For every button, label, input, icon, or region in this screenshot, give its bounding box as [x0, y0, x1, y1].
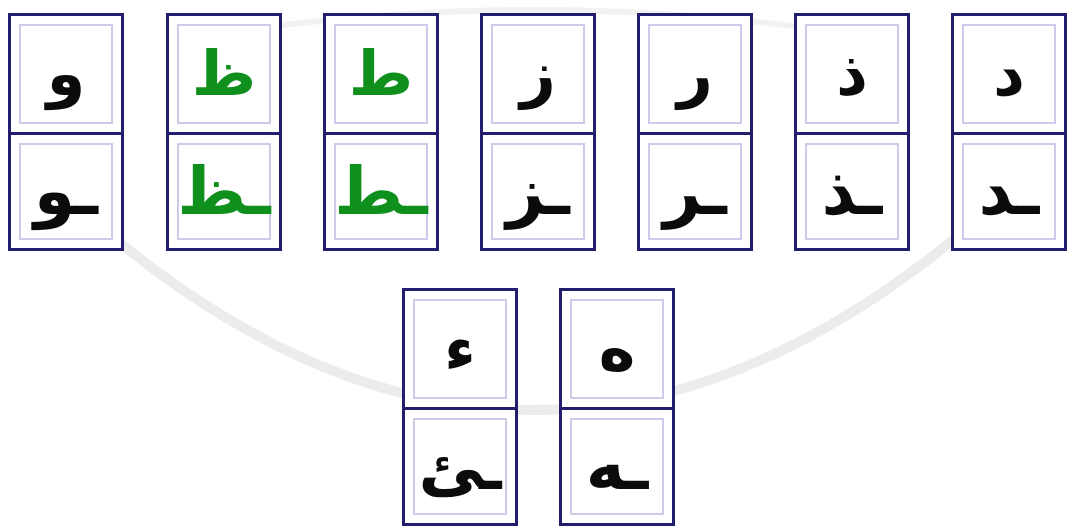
letter-final: ـو — [34, 152, 98, 230]
isolated-form-cell — [562, 291, 672, 407]
isolated-form-cell — [11, 16, 121, 132]
final-form-cell — [640, 132, 750, 248]
letter-final: ـر — [663, 152, 727, 230]
final-form-cell — [169, 132, 279, 248]
letter-isolated: ز — [520, 37, 556, 110]
letter-card-zah — [166, 13, 282, 251]
letter-card-thal — [794, 13, 910, 251]
isolated-form-cell — [640, 16, 750, 132]
final-form-cell — [483, 132, 593, 248]
letter-final: ـئ — [418, 427, 502, 505]
final-form-cell — [405, 407, 515, 523]
isolated-form-cell — [954, 16, 1064, 132]
final-form-cell — [954, 132, 1064, 248]
letter-card-zain — [480, 13, 596, 251]
isolated-form-cell — [169, 16, 279, 132]
letter-final: ـز — [506, 152, 570, 230]
letter-card-dal — [951, 13, 1067, 251]
letter-final: ـد — [978, 152, 1040, 230]
isolated-form-cell — [483, 16, 593, 132]
letter-isolated: د — [993, 37, 1025, 110]
isolated-form-cell — [797, 16, 907, 132]
letter-isolated: و — [46, 37, 86, 110]
letter-final: ـه — [585, 427, 649, 505]
final-form-cell — [11, 132, 121, 248]
letter-card-hamza — [402, 288, 518, 526]
letter-final: ـذ — [821, 152, 883, 230]
letter-isolated: ظ — [191, 37, 257, 110]
letter-isolated: ط — [348, 37, 414, 110]
letter-isolated: ه — [598, 312, 636, 385]
isolated-form-cell — [326, 16, 436, 132]
letter-final: ـط — [334, 152, 428, 230]
letter-card-tah — [323, 13, 439, 251]
letter-card-heh — [559, 288, 675, 526]
letter-isolated: ذ — [836, 37, 868, 110]
final-form-cell — [797, 132, 907, 248]
isolated-form-cell — [405, 291, 515, 407]
letter-card-reh — [637, 13, 753, 251]
letter-isolated: ر — [677, 37, 713, 110]
letter-final: ـظ — [177, 152, 271, 230]
final-form-cell — [562, 407, 672, 523]
letter-card-waw — [8, 13, 124, 251]
letter-isolated: ء — [444, 312, 476, 385]
final-form-cell — [326, 132, 436, 248]
